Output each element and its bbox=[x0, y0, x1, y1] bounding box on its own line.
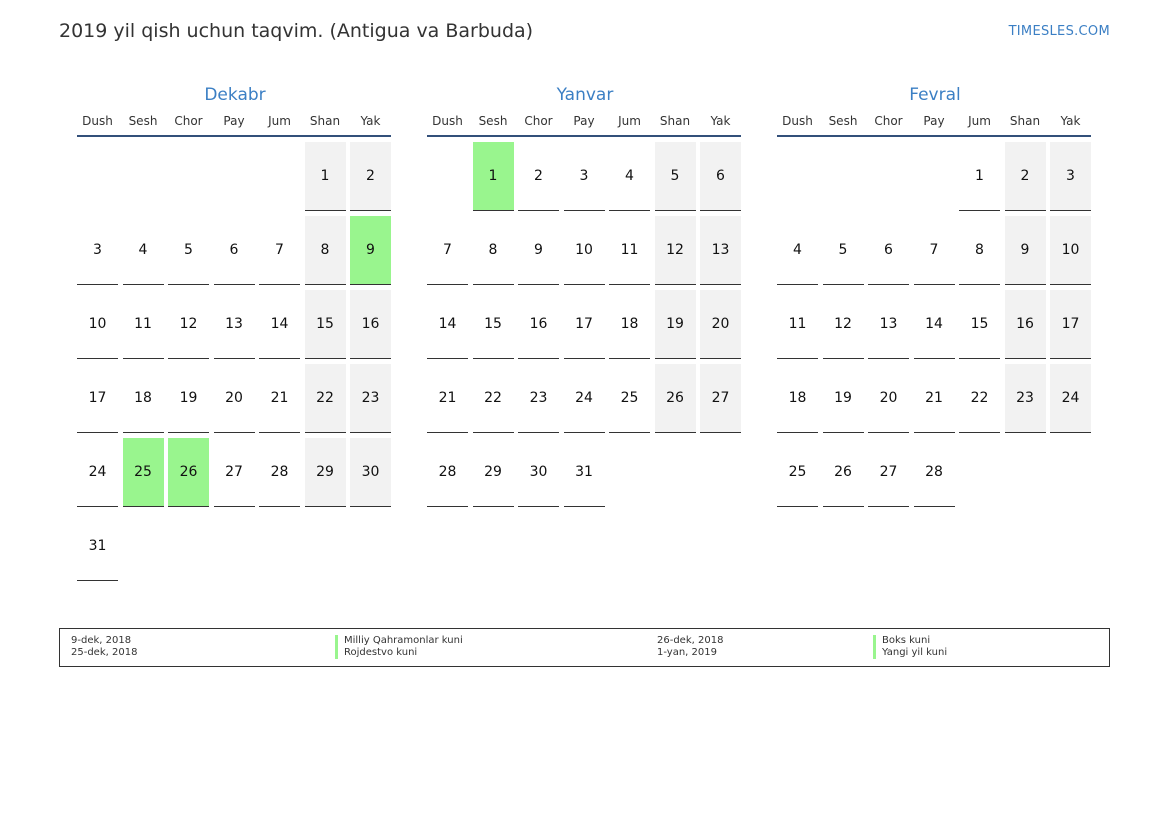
day-grid bbox=[777, 142, 1093, 507]
weekday-label: Dush bbox=[432, 114, 463, 128]
empty-day-cell bbox=[168, 142, 209, 210]
holiday-legend bbox=[59, 628, 1110, 667]
day-cell: 8 bbox=[959, 216, 1000, 285]
day-cell: 5 bbox=[823, 216, 864, 285]
day-cell: 24 bbox=[1050, 364, 1091, 433]
day-cell: 16 bbox=[518, 290, 559, 359]
day-cell: 31 bbox=[77, 512, 118, 581]
day-cell: 18 bbox=[123, 364, 164, 433]
day-cell: 23 bbox=[350, 364, 391, 433]
day-cell: 4 bbox=[777, 216, 818, 285]
day-cell: 13 bbox=[868, 290, 909, 359]
empty-day-cell bbox=[868, 142, 909, 210]
day-cell: 2 bbox=[518, 142, 559, 211]
day-cell: 8 bbox=[473, 216, 514, 285]
weekday-label: Chor bbox=[524, 114, 553, 128]
day-cell: 8 bbox=[305, 216, 346, 285]
day-cell: 2 bbox=[1005, 142, 1046, 211]
day-cell: 21 bbox=[259, 364, 300, 433]
day-cell: 2 bbox=[350, 142, 391, 211]
day-cell: 28 bbox=[914, 438, 955, 507]
day-cell: 15 bbox=[473, 290, 514, 359]
day-cell: 29 bbox=[305, 438, 346, 507]
empty-day-cell bbox=[914, 142, 955, 210]
day-cell: 6 bbox=[214, 216, 255, 285]
day-cell: 16 bbox=[1005, 290, 1046, 359]
day-cell: 21 bbox=[914, 364, 955, 433]
holiday-day-cell: 9 bbox=[350, 216, 391, 285]
month-february bbox=[777, 84, 1093, 507]
day-cell: 25 bbox=[777, 438, 818, 507]
legend-holiday-name: Rojdestvo kuni bbox=[335, 647, 417, 659]
day-cell: 3 bbox=[77, 216, 118, 285]
day-cell: 22 bbox=[473, 364, 514, 433]
legend-holiday-name: Milliy Qahramonlar kuni bbox=[335, 635, 463, 647]
day-cell: 24 bbox=[564, 364, 605, 433]
holiday-day-cell: 1 bbox=[473, 142, 514, 211]
day-grid bbox=[427, 142, 743, 507]
day-cell: 26 bbox=[823, 438, 864, 507]
day-cell: 30 bbox=[350, 438, 391, 507]
day-cell: 1 bbox=[305, 142, 346, 211]
day-cell: 1 bbox=[959, 142, 1000, 211]
day-cell: 25 bbox=[609, 364, 650, 433]
legend-date: 25-dek, 2018 bbox=[71, 647, 138, 658]
day-cell: 31 bbox=[564, 438, 605, 507]
day-cell: 19 bbox=[823, 364, 864, 433]
empty-day-cell bbox=[823, 142, 864, 210]
weekday-label: Jum bbox=[268, 114, 291, 128]
weekday-header bbox=[777, 114, 1091, 137]
legend-date: 1-yan, 2019 bbox=[657, 647, 717, 658]
day-cell: 18 bbox=[609, 290, 650, 359]
day-cell: 4 bbox=[609, 142, 650, 211]
empty-day-cell bbox=[427, 142, 468, 210]
day-cell: 7 bbox=[914, 216, 955, 285]
day-cell: 12 bbox=[168, 290, 209, 359]
day-cell: 27 bbox=[214, 438, 255, 507]
day-cell: 23 bbox=[518, 364, 559, 433]
weekday-label: Shan bbox=[309, 114, 341, 128]
day-cell: 7 bbox=[259, 216, 300, 285]
empty-day-cell bbox=[77, 142, 118, 210]
weekday-label: Chor bbox=[174, 114, 203, 128]
weekday-label: Chor bbox=[874, 114, 903, 128]
weekday-label: Sesh bbox=[128, 114, 158, 128]
day-cell: 10 bbox=[564, 216, 605, 285]
day-cell: 14 bbox=[259, 290, 300, 359]
weekday-label: Jum bbox=[618, 114, 641, 128]
page-title: 2019 yil qish uchun taqvim. (Antigua va Barbuda) bbox=[59, 20, 534, 42]
day-cell: 17 bbox=[77, 364, 118, 433]
day-cell: 12 bbox=[655, 216, 696, 285]
weekday-label: Yak bbox=[710, 114, 731, 128]
day-cell: 26 bbox=[655, 364, 696, 433]
weekday-label: Pay bbox=[923, 114, 945, 128]
weekday-label: Sesh bbox=[478, 114, 508, 128]
day-cell: 20 bbox=[700, 290, 741, 359]
day-cell: 27 bbox=[700, 364, 741, 433]
weekday-label: Yak bbox=[360, 114, 381, 128]
empty-day-cell bbox=[123, 142, 164, 210]
day-cell: 19 bbox=[168, 364, 209, 433]
day-cell: 5 bbox=[168, 216, 209, 285]
day-cell: 11 bbox=[777, 290, 818, 359]
day-cell: 4 bbox=[123, 216, 164, 285]
day-cell: 29 bbox=[473, 438, 514, 507]
weekday-header bbox=[427, 114, 741, 137]
month-name: Dekabr bbox=[204, 85, 266, 105]
day-cell: 14 bbox=[427, 290, 468, 359]
day-cell: 11 bbox=[609, 216, 650, 285]
empty-day-cell bbox=[777, 142, 818, 210]
day-cell: 21 bbox=[427, 364, 468, 433]
day-cell: 24 bbox=[77, 438, 118, 507]
day-cell: 5 bbox=[655, 142, 696, 211]
day-cell: 10 bbox=[1050, 216, 1091, 285]
day-cell: 10 bbox=[77, 290, 118, 359]
day-cell: 11 bbox=[123, 290, 164, 359]
month-name: Fevral bbox=[909, 85, 961, 105]
day-grid bbox=[77, 142, 393, 581]
weekday-label: Pay bbox=[223, 114, 245, 128]
day-cell: 12 bbox=[823, 290, 864, 359]
day-cell: 14 bbox=[914, 290, 955, 359]
day-cell: 6 bbox=[700, 142, 741, 211]
day-cell: 15 bbox=[305, 290, 346, 359]
legend-date: 9-dek, 2018 bbox=[71, 635, 132, 646]
holiday-day-cell: 26 bbox=[168, 438, 209, 507]
weekday-header bbox=[77, 114, 391, 137]
day-cell: 23 bbox=[1005, 364, 1046, 433]
month-december bbox=[77, 84, 393, 581]
day-cell: 3 bbox=[1050, 142, 1091, 211]
day-cell: 15 bbox=[959, 290, 1000, 359]
day-cell: 17 bbox=[564, 290, 605, 359]
legend-holiday-name: Yangi yil kuni bbox=[873, 647, 947, 659]
day-cell: 9 bbox=[1005, 216, 1046, 285]
day-cell: 28 bbox=[259, 438, 300, 507]
day-cell: 20 bbox=[214, 364, 255, 433]
weekday-label: Dush bbox=[82, 114, 113, 128]
day-cell: 30 bbox=[518, 438, 559, 507]
day-cell: 18 bbox=[777, 364, 818, 433]
month-name: Yanvar bbox=[556, 85, 614, 105]
weekday-label: Shan bbox=[1009, 114, 1041, 128]
month-january bbox=[427, 84, 743, 507]
weekday-label: Sesh bbox=[828, 114, 858, 128]
day-cell: 28 bbox=[427, 438, 468, 507]
day-cell: 7 bbox=[427, 216, 468, 285]
weekday-label: Shan bbox=[659, 114, 691, 128]
day-cell: 13 bbox=[700, 216, 741, 285]
day-cell: 20 bbox=[868, 364, 909, 433]
day-cell: 22 bbox=[305, 364, 346, 433]
brand-link[interactable]: TIMESLES.COM bbox=[1008, 24, 1110, 39]
day-cell: 27 bbox=[868, 438, 909, 507]
day-cell: 16 bbox=[350, 290, 391, 359]
day-cell: 22 bbox=[959, 364, 1000, 433]
day-cell: 19 bbox=[655, 290, 696, 359]
day-cell: 17 bbox=[1050, 290, 1091, 359]
legend-holiday-name: Boks kuni bbox=[873, 635, 930, 647]
legend-date: 26-dek, 2018 bbox=[657, 635, 724, 646]
weekday-label: Jum bbox=[968, 114, 991, 128]
day-cell: 13 bbox=[214, 290, 255, 359]
holiday-day-cell: 25 bbox=[123, 438, 164, 507]
empty-day-cell bbox=[259, 142, 300, 210]
day-cell: 6 bbox=[868, 216, 909, 285]
weekday-label: Pay bbox=[573, 114, 595, 128]
empty-day-cell bbox=[214, 142, 255, 210]
weekday-label: Dush bbox=[782, 114, 813, 128]
weekday-label: Yak bbox=[1060, 114, 1081, 128]
day-cell: 3 bbox=[564, 142, 605, 211]
day-cell: 9 bbox=[518, 216, 559, 285]
